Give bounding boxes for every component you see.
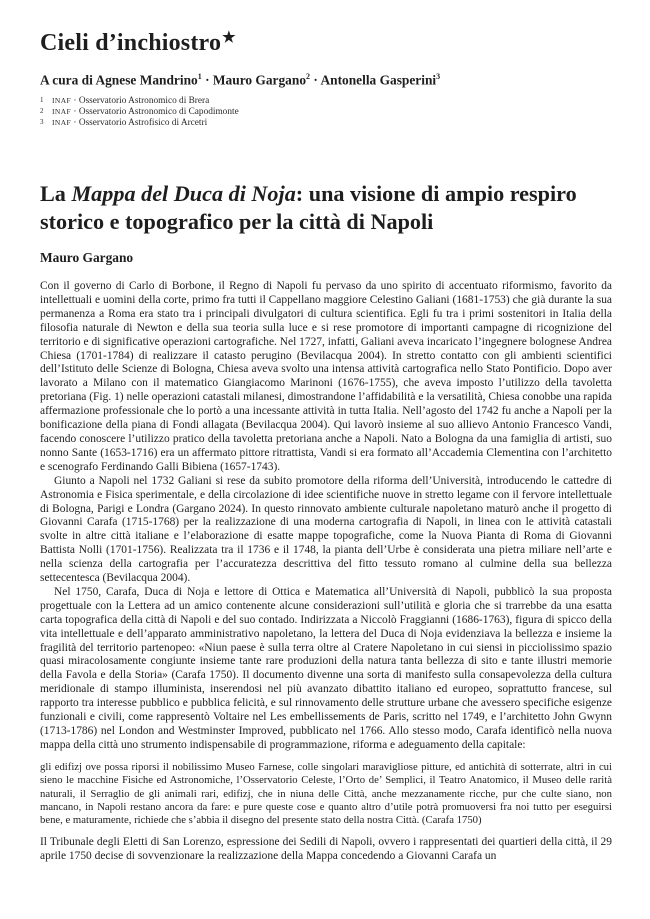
paragraph: Il Tribunale degli Eletti di San Lorenzo, espressione dei Sedili di Napoli, ovvero i rappresentati dei quartieri della città, il 29 aprile 1750 decise di sovvenzionare la realizzazione della Mappa concedendo a Giovanni Carafa un [40,835,612,862]
editor-separator: · [310,72,321,88]
affiliation [40,117,612,129]
star-icon: ★ [222,30,236,46]
affiliation-number: 2 [40,107,44,115]
affiliation-org: INAF [52,96,72,105]
editor-separator: · [201,72,213,88]
affiliation-text: · Osservatorio Astrofisico di Arcetri [71,118,208,128]
editor-sup: 3 [436,72,441,81]
paper-title-post: : una visione di ampio respiro storico e topografico per la città di Napoli [40,181,577,234]
paragraph: Con il governo di Carlo di Borbone, il Regno di Napoli fu pervaso da uno spirito di accentuato riformismo, favorito da intellettuali e uomini della corte, primo fra tutti il Cappellano maggiore Celestino Galiani (1681-1753) che già durante la sua permanenza a Roma era stato tra i principali divulgatori di cultura scientifica. Egli fu tra i primi sostenitori in Italia della filosofia naturale di Newton e della sua teoria sulla luce e si rese promotore di importanti campagne di ricognizione del territorio e di significative operazioni cartografiche. Nel 1727, infatti, Galiani aveva incaricato l’ingegnere bolognese Andrea Chiesa (1701-1784) di realizzare il catasto perugino (Bevilacqua 2004). In stretto contatto con gli ambienti scientifici dell’Istituto delle Scienze di Bologna, Chiesa aveva svolto una intensa attività cartografica nello Stato Pontificio. Dopo aver lavorato a Milano con il matematico Giangiacomo Marinoni (1676-1755), che aveva imposto l’utilizzo della tavoletta pretoriana (Fig. 1) nelle operazioni catastali milanesi, dimostrandone l’affidabilità e la versatilità, Chiesa conobbe una rapida affermazione professionale che lo portò a una incessante attività in tutta Italia. Nell’agosto del 1742 fu anche a Napoli per la bonificazione della piana di Fondi allagata (Bevilacqua 2004). Qui lavorò insieme al suo allievo Antonio Francesco Vandi, facendo conoscere l’utilizzo pratico della tavoletta pretoriana anche a Napoli. Nato a Bologna da una famiglia di artisti, suo nonno Sante (1653-1716) era un affermato pittore ritrattista, Vandi si era formato all’Accademia Clementina con l’architetto e scenografo Ferdinando Galli Bibiena (1657-1743). [40,280,612,473]
paragraph: Nel 1750, Carafa, Duca di Noja e lettore di Ottica e Matematica all’Università di Napoli, pubblicò la sua proposta progettuale con la Lettera ad un amico contenente alcune considerazioni sull’utilità e gloria che si trarrebbe da una esatta carta topografica della città di Napoli e del suo contado. Indirizzata a Niccolò Fraggianni (1686-1763), figura di spicco della vita intellettuale e dell’apparato amministrativo napoletano, la lettera del Duca di Noja evidenziava la bellezza e insieme la fragilità del territorio partenopeo: «Niun paese è sulla terra oltre al Cratere Napoletano in cui siensi in picciolissimo spazio quasi miracolosamente congiunte insieme tante rare produzioni della natura tanta bellezza di sito e tante illustri memorie della Favola e della Storia» (Carafa 1750). Il documento divenne una sorta di manifesto sulla consapevolezza della cultura meridionale di stampo illuminista, inserendosi nel più avanzato dibattito italiano ed europeo, soprattutto francese, sul rapporto tra interesse pubblico e pubblica felicità, e sul rinnovamento delle strutture urbane che avessero specifiche esigenze funzionali e civili, come rappresentò Voltaire nel Les embellissements de Paris, scritto nel 1749, e l’architetto John Gwynn (1713-1786) nel London and Westminster Improved, pubblicato nel 1766. Allo stesso modo, Carafa identificò nella nuova mappa della città uno strumento indispensabile di programmazione, riforma e adeguamento della capitale: [40,585,612,751]
editors-prefix: A cura di [40,72,96,88]
block-quote: gli edifizj ove possa riporsi il nobilissimo Museo Farnese, colle singolari maravigliose pitture, ed antichità di sotterrate, altri in cui sieno le macchine Fisiche ed Astronomiche, l’Osservatorio Celeste, l’Orto de’ Semplici, il Teatro Anatomico, il Museo delle rarità naturali, il Serraglio de gli animali rari, edifizj, che in niuna delle Città, anche mezzanamente ricche, pur che culte siano, non mancano, in Napoli restano ancora da fare: e pure queste cose e quanto altro d’utile potrà promuoversi fra noi tutto per eseguirsi bene, e maturamente, richiede che s’abbia il disegno del presente stato della nostra Città. (Carafa 1750) [40,760,612,827]
affiliation-text: · Osservatorio Astronomico di Capodimonte [71,107,239,117]
editor-sup: 1 [197,72,202,81]
affiliation-org: INAF [52,118,72,127]
editor-name: Antonella Gasperini [320,72,437,88]
editor-name: Mauro Gargano [212,72,307,88]
paper-author: Mauro Gargano [40,250,134,265]
paragraph: Giunto a Napoli nel 1732 Galiani si rese da subito promotore della riforma dell’Università, introducendo le cattedre di Astronomia e Fisica sperimentale, e della circolazione di idee scientifiche nuove in stretto legame con il fervore intellettuale di Bologna, Parigi e Londra (Gargano 2024). In questo rinnovato ambiente culturale napoletano maturò anche il progetto di Giovanni Carafa (1715-1768) per la realizzazione di una moderna cartografia di Napoli, in linea con le attività catastali svolte in altre città italiane e l’elaborazione di esatte mappe topografiche, come la Nuova Pianta di Roma di Giovanni Battista Nolli (1701-1756). Realizzata tra il 1736 e il 1748, la pianta dell’Urbe è considerata una pietra miliare nell’arte e nella scienza della cartografia per l’accuratezza descrittiva del fitto tessuto romano al culmine della sua bellezza settecentesca (Bevilacqua 2004). [40,474,612,585]
affiliation-text: · Osservatorio Astronomico di Brera [71,96,210,106]
editors-line [40,72,612,88]
section-title [40,30,612,57]
affiliation-org: INAF [52,107,72,116]
editor-name: Agnese Mandrino [95,72,198,88]
affiliation-number: 1 [40,96,44,104]
affiliation-number: 3 [40,118,44,126]
editor-sup: 2 [306,72,311,81]
paper-title-pre: La [40,181,72,206]
body-text [40,280,612,864]
section-title-text: Cieli d’inchiostro [40,30,222,56]
paper-title-italic: Mappa del Duca di Noja [71,181,296,206]
paper-title [40,180,612,236]
